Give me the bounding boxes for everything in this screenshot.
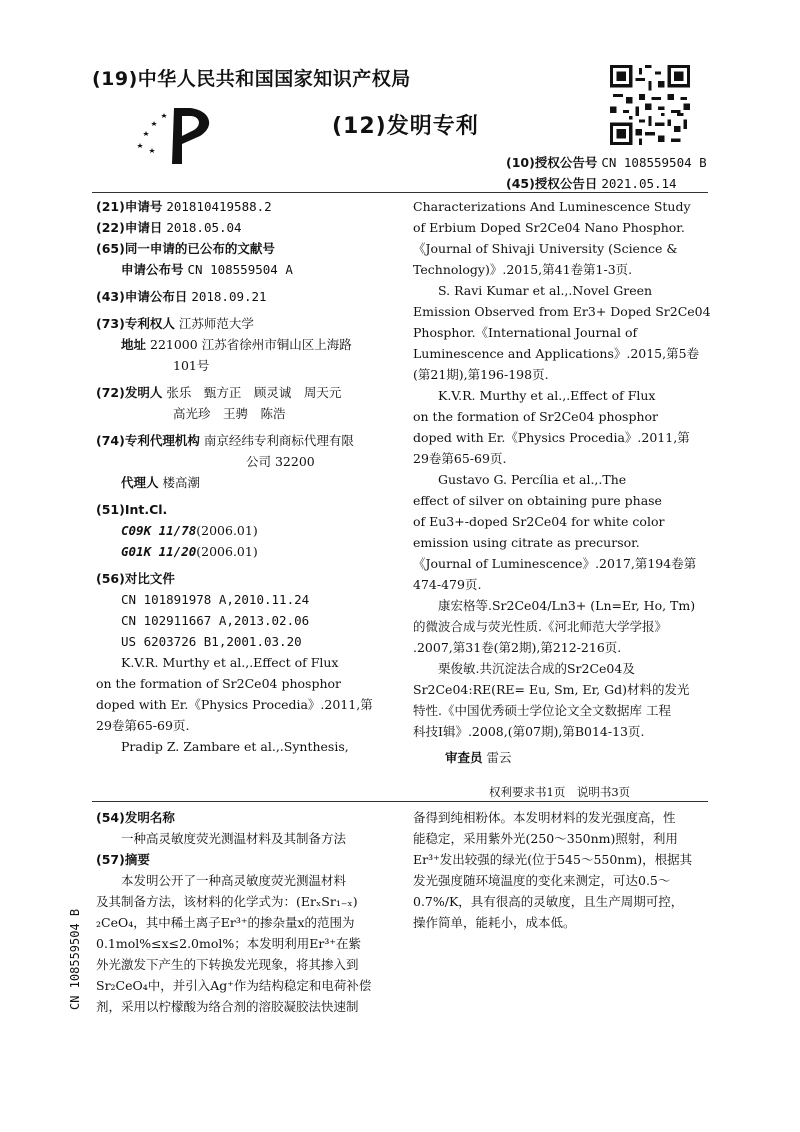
app-date: 2018.05.04 [166,220,242,235]
literature-line: of Erbium Doped Sr2Ce04 Nano Phosphor. [413,220,685,235]
abstract-line: 及其制备方法，该材料的化学式为：(ErₓSr₁₋ₓ) [96,894,358,909]
prior-pub-no: CN 108559504 A [187,262,293,277]
literature-line: effect of silver on obtaining pure phase [413,493,662,508]
literature-line: Emission Observed from Er3+ Doped Sr2Ce04 [413,304,711,319]
abstract-line: 0.7%/K，具有很高的灵敏度，且生产周期可控， [413,894,684,909]
grant-pub-no-row [506,153,707,171]
agency-label: (74)专利代理机构 [96,433,200,448]
app-no-label: (21)申请号 [96,199,163,214]
title-label: (54)发明名称 [96,810,175,825]
document-type: (12)发明专利 [332,114,479,139]
literature-line: 特性.《中国优秀硕士学位论文全文数据库 工程 [413,703,671,718]
abstract-line: Sr₂CeO₄中，并引入Ag⁺作为结构稳定和电荷补偿 [96,978,372,993]
literature-line: S. Ravi Kumar et al.,.Novel Green [438,283,653,298]
reference-item: CN 102911667 A,2013.02.06 [121,613,310,628]
abstract-line: Er³⁺发出较强的绿光(位于545～550nm)，根据其 [413,852,693,867]
agent-label: 代理人 [121,475,159,490]
ipc-2-year: (2006.01) [196,544,258,559]
literature-line: (第21期),第196-198页. [413,367,549,382]
grant-pub-date-row [506,174,677,192]
inventors-line-2: 高光珍 王骋 陈浩 [173,406,286,421]
literature-line: 的微波合成与荧光性质.《河北师范大学学报》 [413,619,667,634]
abstract-line: ₂CeO₄，其中稀土离子Er³⁺的掺杂量x的范围为 [96,915,355,930]
abstract-line: 发光强度随环境温度的变化来测定，可达0.5～ [413,873,671,888]
abstract-left-column [96,807,396,1017]
abstract-line: 剂，采用以柠檬酸为络合剂的溶胶凝胶法快速制 [96,999,359,1014]
grant-pub-date-label: (45)授权公告日 [506,176,598,191]
abstract-line: 外光激发下产生的下转换发光现象，将其掺入到 [96,957,359,972]
literature-line: 栗俊敏.共沉淀法合成的Sr2Ce04及 [438,661,635,676]
abstract-line: 操作简单，能耗小，成本低。 [413,915,576,930]
refs-label: (56)对比文件 [96,571,175,586]
literature-line: 康宏格等.Sr2Ce04/Ln3+ (Ln=Er, Ho, Tm) [438,598,696,613]
cnipa-logo-icon [130,98,230,170]
literature-line: Technology)》.2015,第41卷第1-3页. [413,262,633,277]
literature-line: emission using citrate as precursor. [413,535,640,550]
abstract-label: (57)摘要 [96,852,150,867]
ipc-2-code: G01K 11/20 [121,544,197,559]
grant-pub-no: CN 108559504 B [601,155,707,170]
agency-line-1: 南京经纬专利商标代理有限 [203,433,354,448]
literature-line: on the formation of Sr2Ce04 phosphor [413,409,659,424]
patentee-label: (73)专利权人 [96,316,175,331]
literature-line: K.V.R. Murthy et al.,.Effect of Flux [121,655,339,670]
literature-line: Characterizations And Luminescence Study [413,199,691,214]
literature-line: Phosphor.《International Journal of [413,325,638,340]
reference-item: CN 101891978 A,2010.11.24 [121,592,310,607]
agency-line-2: 公司 32200 [246,454,315,469]
app-no: 201810419588.2 [166,199,272,214]
biblio-column [96,196,406,757]
address-label: 地址 [121,337,147,352]
pages-note: 权利要求书1页 说明书3页 [489,785,631,799]
literature-line: 《Journal of Luminescence》.2017,第194卷第 [413,556,697,571]
app-date-label: (22)申请日 [96,220,163,235]
side-patent-number: CN 108559504 B [68,908,82,1010]
inventors-label: (72)发明人 [96,385,163,400]
literature-line: of Eu3+-doped Sr2Ce04 for white color [413,514,665,529]
ipc-1-year: (2006.01) [196,523,258,538]
grant-pub-date: 2021.05.14 [601,176,677,191]
header-divider [92,192,708,193]
prior-pub-label: (65)同一申请的已公布的文献号 [96,241,275,256]
intcl-label: (51)Int.Cl. [96,502,168,517]
agent: 楼高潮 [162,475,201,490]
literature-line: Sr2Ce04:RE(RE= Eu, Sm, Er, Gd)材料的发光 [413,682,690,697]
grant-pub-no-label: (10)授权公告号 [506,155,598,170]
patentee: 江苏师范大学 [178,316,254,331]
examiner-row [413,747,713,768]
abstract-right-column [413,807,713,933]
prior-pub-no-label: 申请公布号 [121,262,184,277]
address-line-2: 101号 [173,358,210,373]
office-name: (19)中华人民共和国国家知识产权局 [92,68,411,90]
literature-line: 科技I辑》.2008,(第07期),第B014-13页. [413,724,645,739]
examiner: 雷云 [486,750,512,765]
literature-line: 《Journal of Shivaji University (Science & [413,241,678,256]
examiner-label: 审查员 [445,750,483,765]
literature-line: 474-479页. [413,577,482,592]
literature-column [413,196,713,768]
literature-line: Luminescence and Applications》.2015,第5卷 [413,346,700,361]
qr-code-icon [610,65,690,145]
pub-date-label: (43)申请公布日 [96,289,188,304]
abstract-line: 0.1mol%≤x≤2.0mol%；本发明利用Er³⁺在紫 [96,936,361,951]
abstract-line: 本发明公开了一种高灵敏度荧光测温材料 [96,873,347,888]
literature-line: on the formation of Sr2Ce04 phosphor [96,676,342,691]
invention-title: 一种高灵敏度荧光测温材料及其制备方法 [121,831,347,846]
abstract-line: 备得到纯相粉体。本发明材料的发光强度高，性 [413,810,676,825]
abstract-divider [92,801,708,802]
ipc-1-code: C09K 11/78 [121,523,197,538]
literature-line: 29卷第65-69页. [96,718,190,733]
literature-line: Gustavo G. Percília et al.,.The [438,472,627,487]
abstract-line: 能稳定，采用紫外光(250～350nm)照射，利用 [413,831,678,846]
literature-line: K.V.R. Murthy et al.,.Effect of Flux [438,388,656,403]
literature-line: doped with Er.《Physics Procedia》.2011,第 [413,430,690,445]
pub-date: 2018.09.21 [191,289,267,304]
inventors-line-1: 张乐 甄方正 顾灵诚 周天元 [166,385,342,400]
address-line-1: 221000 江苏省徐州市铜山区上海路 [150,337,352,352]
reference-item: US 6203726 B1,2001.03.20 [121,634,302,649]
literature-line: Pradip Z. Zambare et al.,.Synthesis, [121,739,349,754]
literature-line: 29卷第65-69页. [413,451,507,466]
literature-line: doped with Er.《Physics Procedia》.2011,第 [96,697,373,712]
literature-line: .2007,第31卷(第2期),第212-216页. [413,640,622,655]
